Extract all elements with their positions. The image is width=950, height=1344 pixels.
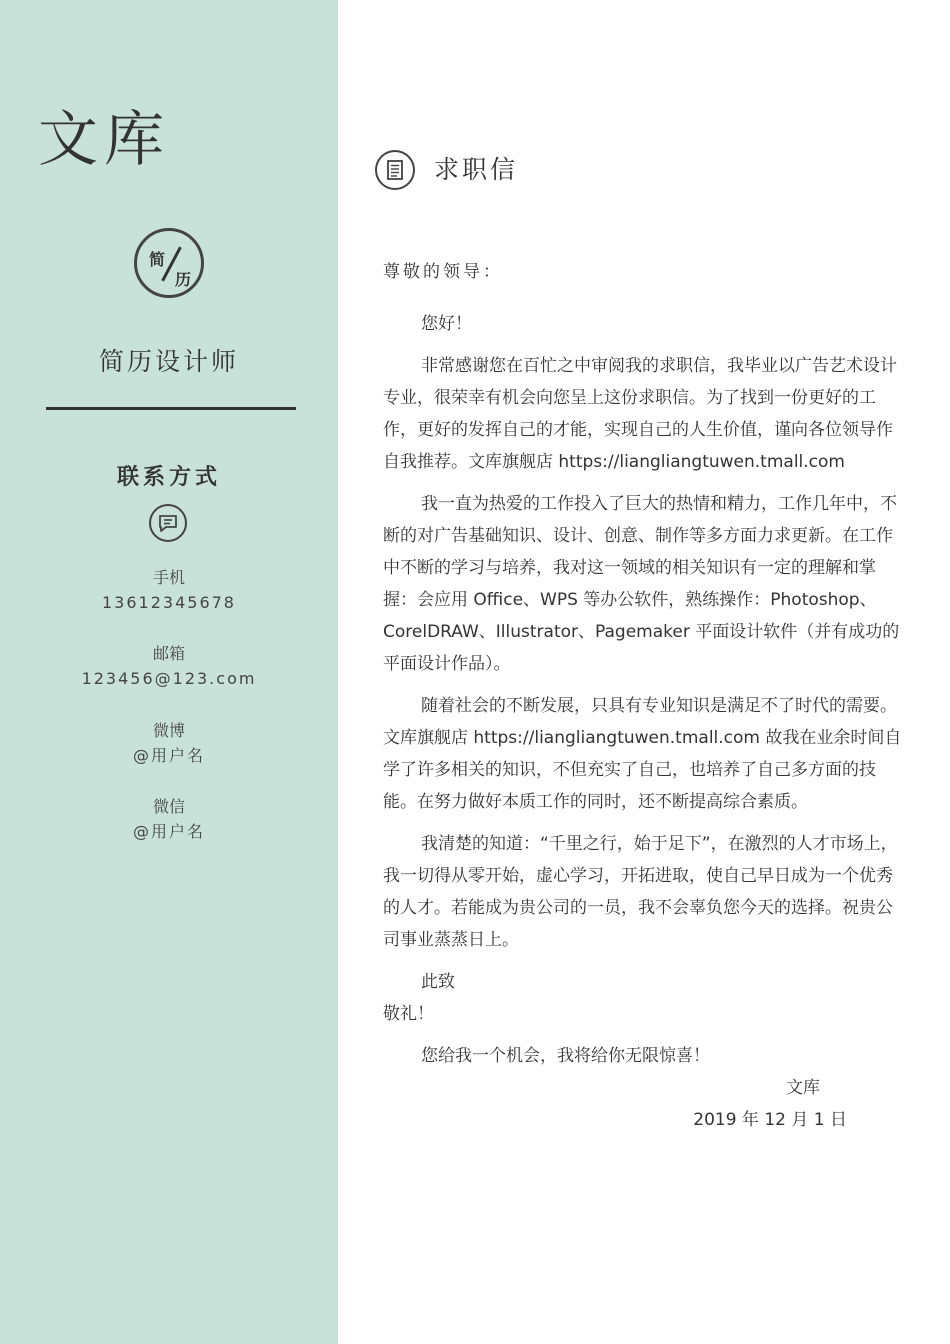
divider <box>46 407 296 410</box>
resume-logo-icon <box>134 228 204 298</box>
contact-phone <box>0 566 338 616</box>
letter-heading: 求职信 <box>434 155 519 184</box>
contact-weibo-value: @用户名 <box>132 746 205 765</box>
letter-hello: 您好！ <box>421 314 472 334</box>
contact-section-title: 联系方式 <box>116 465 221 490</box>
letter-body <box>383 256 905 1136</box>
contact-phone-value: 13612345678 <box>102 593 236 612</box>
letter-final-line: 您给我一个机会，我将给你无限惊喜！ <box>421 1046 710 1066</box>
letter-closing-2: 敬礼！ <box>383 1004 434 1024</box>
contact-wechat-label: 微信 <box>152 797 185 816</box>
letter-paragraph-2: 我一直为热爱的工作投入了巨大的热情和精力，工作几年中，不断的对广告基础知识、设计、创意、制作等多方面力求更新。在工作中不断的学习与培养，我对这一领域的相关知识有一定的理解和掌握：会应用 Office、WPS 等办公软件，熟练操作：Photoshop、CorelDRAW、Illustrator、Pagemaker 平面设计软件（并有成功的平面设计作品）。 <box>383 494 900 674</box>
brand-title: 文库 <box>38 105 170 175</box>
letter-closing-1: 此致 <box>421 972 455 992</box>
sidebar <box>0 0 338 1344</box>
letter-date: 2019 年 12 月 1 日 <box>693 1110 847 1130</box>
letter-paragraph-1: 非常感谢您在百忙之中审阅我的求职信，我毕业以广告艺术设计专业，很荣幸有机会向您呈上这份求职信。为了找到一份更好的工作，更好的发挥自己的才能，实现自己的人生价值，谨向各位领导作自我推荐。文库旗舰店 https://liangliangtuwen.tmall.com <box>383 356 897 472</box>
contact-email-label: 邮箱 <box>152 644 185 663</box>
document-icon <box>375 150 415 190</box>
contact-weibo <box>0 719 338 769</box>
contact-wechat <box>0 795 338 845</box>
chat-icon <box>149 504 187 542</box>
contact-email <box>0 642 338 692</box>
letter-greeting: 尊敬的领导： <box>383 262 503 282</box>
logo-char-bottom: 历 <box>175 270 192 289</box>
contact-email-value: 123456@123.com <box>81 669 257 688</box>
letter-signature: 文库 <box>786 1078 820 1098</box>
contact-wechat-value: @用户名 <box>132 822 205 841</box>
contact-weibo-label: 微博 <box>152 721 185 740</box>
contact-phone-label: 手机 <box>152 568 185 587</box>
letter-paragraph-3: 随着社会的不断发展，只具有专业知识是满足不了时代的需要。文库旗舰店 https://liangliangtuwen.tmall.com 故我在业余时间自学了许多相关的知识，不但充实了自己，也培养了自己多方面的技能。在努力做好本质工作的同时，还不断提高综合素质。 <box>383 696 902 812</box>
letter-paragraph-4: 我清楚的知道：“千里之行，始于足下”，在激烈的人才市场上，我一切得从零开始，虚心学习，开拓进取，使自己早日成为一个优秀的人才。若能成为贵公司的一员，我不会辜负您今天的选择。祝贵公司事业蒸蒸日上。 <box>383 834 898 950</box>
logo-char-top: 简 <box>149 250 166 269</box>
role-title: 简历设计师 <box>98 347 239 376</box>
